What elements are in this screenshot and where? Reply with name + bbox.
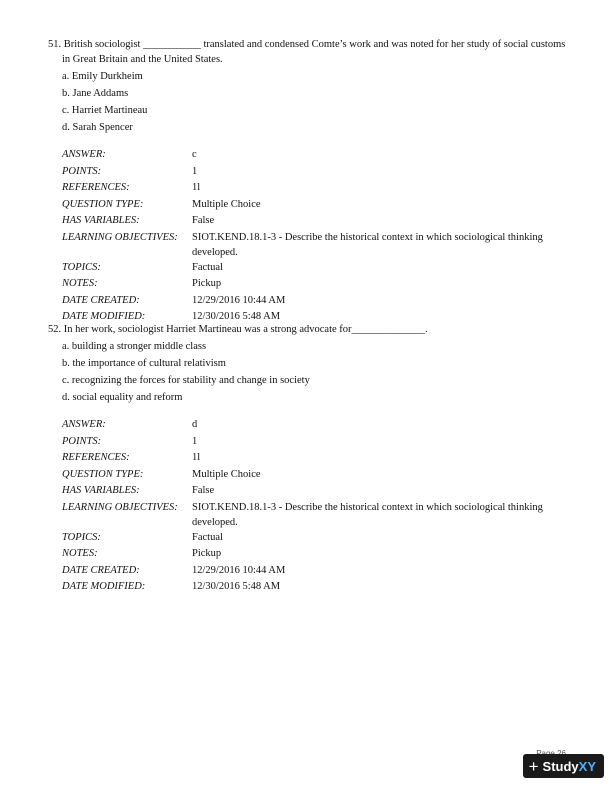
meta-row-references: REFERENCES: 1l	[62, 450, 562, 467]
choice-a: a. Emily Durkheim	[62, 71, 143, 82]
choice-c: c. Harriet Martineau	[62, 105, 148, 116]
meta-row-points: POINTS: 1	[62, 434, 562, 451]
choice-b: b. Jane Addams	[62, 88, 129, 99]
meta-row-notes: NOTES: Pickup	[62, 276, 562, 293]
answer-choices	[62, 69, 568, 137]
has-variables-value: False	[192, 215, 215, 226]
meta-row-points: POINTS: 1	[62, 164, 562, 181]
meta-row-question-type: QUESTION TYPE: Multiple Choice	[62, 197, 562, 214]
date-created-value: 12/29/2016 10:44 AM	[192, 294, 286, 306]
topics-value: Factual	[192, 261, 223, 273]
choice-c: c. recognizing the forces for stability and change in society	[62, 375, 310, 386]
notes-value: Pickup	[192, 548, 222, 559]
meta-row-learning-objectives: LEARNING OBJECTIVES: SIOT.KEND.18.1-3 - Describe the historical context in which sociological thinking developed.	[62, 500, 562, 530]
meta-row-answer: ANSWER: c	[62, 147, 562, 164]
meta-row-topics: TOPICS: Factual	[62, 530, 562, 547]
references-value: 1l	[192, 182, 201, 193]
learning-objectives-value: SIOT.KEND.18.1-3 - Describe the historical context in which sociological thinking developed.	[192, 501, 543, 528]
answer-value: c	[192, 149, 197, 160]
meta-row-notes: NOTES: Pickup	[62, 546, 562, 563]
question-stem: 52. In her work, sociologist Harriet Martineau was a strong advocate for______________.	[48, 324, 428, 335]
question-51	[48, 37, 568, 326]
question-metadata	[62, 147, 562, 326]
date-modified-value: 12/30/2016 5:48 AM	[192, 581, 281, 592]
question-type-value: Multiple Choice	[192, 468, 261, 480]
question-stem: 51. British sociologist ___________ translated and condensed Comte’s work and was noted for her study of social customs in Great Britain and the United States.	[48, 39, 566, 65]
studyxy-badge[interactable]	[523, 754, 604, 778]
date-modified-value: 12/30/2016 5:48 AM	[192, 311, 281, 322]
choice-b: b. the importance of cultural relativism	[62, 358, 226, 369]
date-created-value: 12/29/2016 10:44 AM	[192, 564, 286, 576]
question-type-value: Multiple Choice	[192, 198, 261, 210]
meta-row-date-created: DATE CREATED: 12/29/2016 10:44 AM	[62, 563, 562, 580]
has-variables-value: False	[192, 485, 215, 496]
choice-d: d. Sarah Spencer	[62, 122, 133, 133]
meta-row-date-modified: DATE MODIFIED: 12/30/2016 5:48 AM	[62, 579, 562, 596]
meta-row-learning-objectives: LEARNING OBJECTIVES: SIOT.KEND.18.1-3 - Describe the historical context in which sociological thinking developed.	[62, 230, 562, 260]
meta-row-date-modified: DATE MODIFIED: 12/30/2016 5:48 AM	[62, 309, 562, 326]
question-metadata	[62, 417, 562, 596]
points-value: 1	[192, 435, 198, 447]
brand-prefix: Study	[542, 758, 579, 774]
plus-icon: +	[528, 756, 539, 776]
meta-row-has-variables: HAS VARIABLES: False	[62, 213, 562, 230]
learning-objectives-value: SIOT.KEND.18.1-3 - Describe the historical context in which sociological thinking developed.	[192, 231, 543, 258]
meta-row-references: REFERENCES: 1l	[62, 180, 562, 197]
points-value: 1	[192, 165, 198, 177]
meta-row-has-variables: HAS VARIABLES: False	[62, 483, 562, 500]
choice-d: d. social equality and reform	[62, 392, 183, 403]
topics-value: Factual	[192, 531, 223, 543]
answer-choices	[62, 339, 568, 407]
choice-a: a. building a stronger middle class	[62, 341, 207, 352]
meta-row-question-type: QUESTION TYPE: Multiple Choice	[62, 467, 562, 484]
question-52	[48, 322, 568, 596]
meta-row-answer: ANSWER: d	[62, 417, 562, 434]
references-value: 1l	[192, 452, 201, 463]
meta-row-topics: TOPICS: Factual	[62, 260, 562, 277]
brand-suffix: XY	[578, 758, 596, 774]
meta-row-date-created: DATE CREATED: 12/29/2016 10:44 AM	[62, 293, 562, 310]
notes-value: Pickup	[192, 278, 222, 289]
answer-value: d	[192, 419, 198, 430]
